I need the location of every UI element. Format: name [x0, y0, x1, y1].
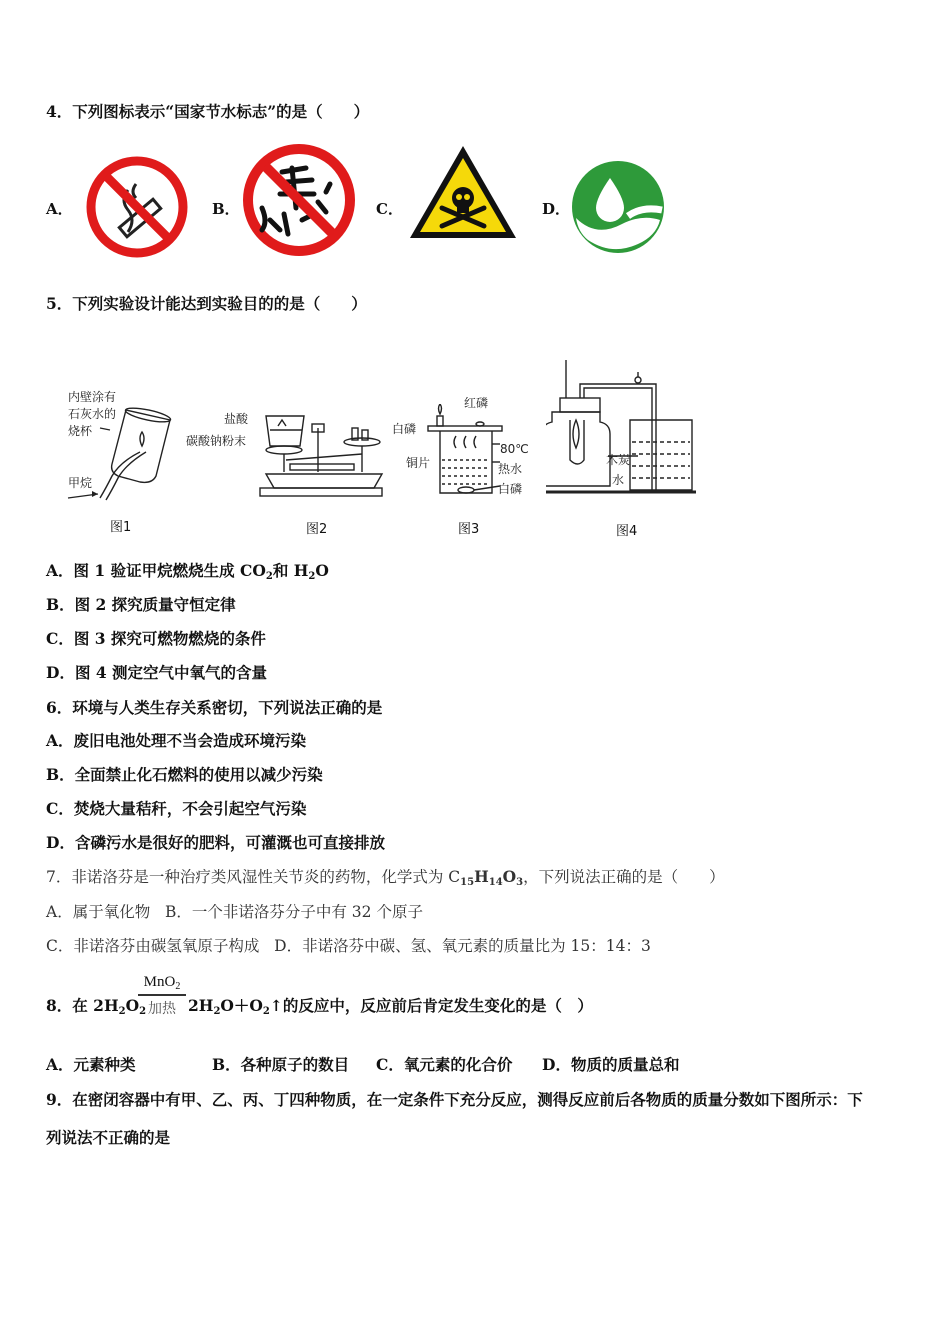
q7-options-ab: [46, 902, 423, 922]
q9-stem-line-2: 列说法不正确的是: [46, 1128, 171, 1147]
q4-option-b-label: B．: [212, 200, 240, 218]
q5-option-a-sub-2: 2: [308, 571, 316, 582]
q8-text-4: ↑的反应中，反应前后肯定发生变化的是（ ）: [269, 996, 593, 1015]
q6-option-d: D．含磷污水是很好的肥料，可灌溉也可直接排放: [46, 833, 385, 852]
q7-options-cd: [46, 936, 651, 956]
q7-stem: [46, 867, 725, 893]
fig1-label-1: 内壁涂有: [68, 390, 117, 404]
q8-text-1: 8．在 2H: [46, 996, 119, 1015]
toxic-warning-icon: [406, 142, 520, 242]
q8-text-o: O: [125, 996, 140, 1015]
fig2-caption: 图2: [306, 522, 328, 537]
fig4-caption: 图4: [616, 524, 638, 539]
q6-stem: 6．环境与人类生存关系密切，下列说法正确的是: [46, 698, 383, 717]
q8-stem-right: [188, 996, 593, 1022]
fig2-label-1: 盐酸: [224, 412, 249, 426]
q8-catalyst: [138, 974, 186, 995]
fig4-label-1: 木炭: [606, 453, 631, 467]
no-littering-icon: [240, 142, 358, 258]
q8-catalyst-text: MnO: [143, 974, 176, 990]
q8-sub-4: 2: [262, 1006, 270, 1017]
q7-sub-1: 15: [460, 877, 475, 888]
fig3-caption: 图3: [458, 522, 480, 537]
q8-sub-2: 2: [139, 1006, 147, 1017]
q8-option-c: C．氧元素的化合价: [376, 1055, 513, 1074]
fig3-label-1: 红磷: [464, 396, 489, 410]
q8-sub-3: 2: [213, 1006, 221, 1017]
fig3-label-6: 白磷: [498, 482, 523, 496]
q4-option-d-label: D．: [542, 200, 571, 218]
fig3-label-4: 80℃: [500, 442, 529, 456]
fig3-label-2: 白磷: [392, 422, 417, 436]
q7-stem-text-2: ，下列说法正确的是（ ）: [523, 868, 725, 886]
q8-reaction-condition: [138, 974, 186, 1018]
q6-option-a: A．废旧电池处理不当会造成环境污染: [46, 731, 307, 750]
fig3-label-5: 热水: [498, 462, 523, 476]
q8-heat: 加热: [138, 995, 186, 1018]
q7-stem-text-1: 7．非诺洛芬是一种治疗类风湿性关节炎的药物，化学式为 C: [46, 868, 461, 886]
q8-option-d: D．物质的质量总和: [542, 1055, 680, 1074]
fig1-caption: 图1: [110, 520, 132, 535]
q5-option-b: B．图 2 探究质量守恒定律: [46, 595, 236, 614]
fig2-label-2: 碳酸钠粉末: [186, 434, 247, 448]
q7-sub-3: 3: [516, 877, 524, 888]
fig3-label-3: 铜片: [406, 456, 431, 470]
q8-option-b: B．各种原子的数目: [212, 1055, 350, 1074]
no-smoking-icon: [84, 154, 190, 260]
q8-stem-left: [46, 996, 146, 1022]
fig4-label-2: 水: [612, 473, 625, 487]
q7-option-d: D．非诺洛芬中碳、氢、氧元素的质量比为 15：14：3: [274, 937, 651, 955]
fig2-balance: [256, 398, 386, 502]
q5-option-c: C．图 3 探究可燃物燃烧的条件: [46, 629, 266, 648]
water-saving-icon: [570, 160, 666, 254]
q5-option-a-text-1: A．图 1 验证甲烷燃烧生成 CO: [46, 561, 266, 580]
q8-text-2: 2H: [188, 996, 214, 1015]
q5-option-a-sub-1: 2: [265, 571, 273, 582]
q8-option-a: A．元素种类: [46, 1055, 136, 1074]
q7-formula-h: H: [474, 867, 489, 886]
q5-option-a: [46, 561, 329, 587]
q6-option-c: C．焚烧大量秸秆，不会引起空气污染: [46, 799, 307, 818]
fig1-label-3: 烧杯: [68, 424, 93, 438]
q5-option-a-text-2: 和 H: [272, 561, 309, 580]
q8-catalyst-sub: 2: [175, 981, 181, 992]
fig1-apparatus: [60, 398, 176, 508]
q7-formula-o: O: [502, 867, 517, 886]
fig1-label-2: 石灰水的: [68, 407, 117, 421]
fig4-apparatus: [546, 358, 698, 498]
q4-option-c-label: C．: [376, 200, 403, 218]
q6-option-b: B．全面禁止化石燃料的使用以减少污染: [46, 765, 323, 784]
fig1-label-4: 甲烷: [68, 476, 93, 490]
q7-option-c: C．非诺洛芬由碳氢氧原子构成: [46, 937, 260, 955]
q4-stem: 4．下列图标表示“国家节水标志”的是（ ）: [46, 102, 370, 121]
q9-stem-line-1: 9．在密闭容器中有甲、乙、丙、丁四种物质，在一定条件下充分反应，测得反应前后各物质的质量分数如下图所示：下: [46, 1090, 863, 1109]
q7-option-a: A．属于氧化物: [46, 903, 151, 921]
q4-option-a-label: A．: [46, 200, 73, 218]
q8-text-3: O＋O: [220, 996, 263, 1015]
q7-option-b: B．一个非诺洛芬分子中有 32 个原子: [164, 903, 423, 921]
q8-sub-1: 2: [118, 1006, 126, 1017]
q7-sub-2: 14: [488, 877, 503, 888]
q5-option-a-text-3: O: [315, 561, 329, 580]
q5-option-d: D．图 4 测定空气中氧气的含量: [46, 663, 268, 682]
q5-stem: 5．下列实验设计能达到实验目的的是（ ）: [46, 294, 367, 313]
fig3-apparatus: [426, 404, 506, 500]
